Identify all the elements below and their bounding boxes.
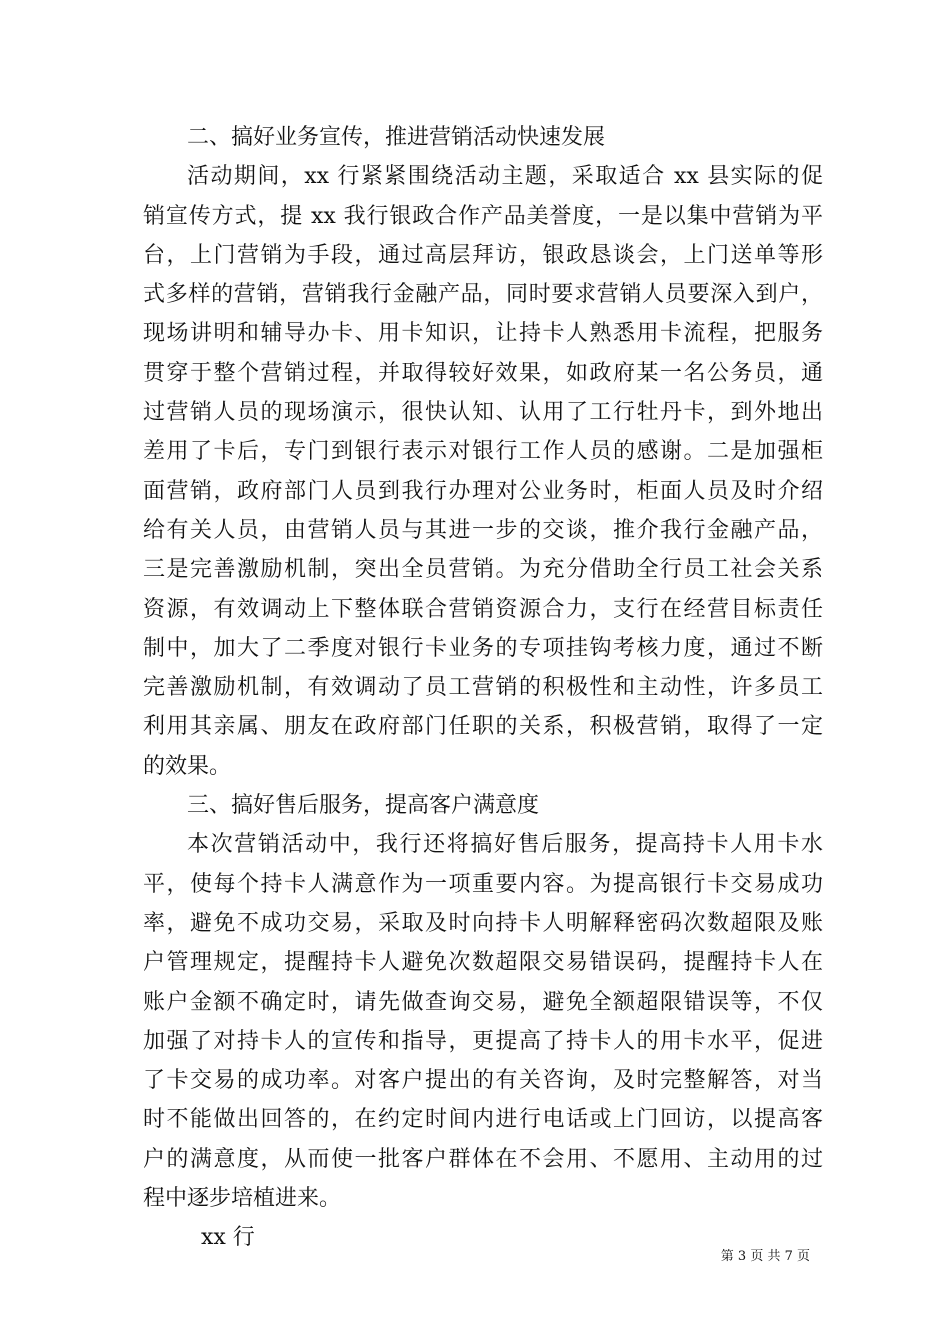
signature: xx 行: [201, 1225, 255, 1251]
paragraph-line: 加强了对持卡人的宣传和指导，更提高了持卡人的用卡水平，促进: [143, 1028, 823, 1054]
paragraph-line: 给有关人员，由营销人员与其进一步的交谈，推介我行金融产品，: [143, 517, 823, 543]
paragraph-line: 的效果。: [143, 753, 232, 779]
paragraph-line: 现场讲明和辅导办卡、用卡知识，让持卡人熟悉用卡流程，把服务: [143, 321, 823, 347]
paragraph-line: 式多样的营销，营销我行金融产品，同时要求营销人员要深入到户，: [143, 282, 823, 308]
paragraph-line: 平，使每个持卡人满意作为一项重要内容。为提高银行卡交易成功: [143, 871, 823, 897]
paragraph-line: 本次营销活动中，我行还将搞好售后服务，提高持卡人用卡水: [187, 832, 823, 858]
paragraph-line: 活动期间，xx 行紧紧围绕活动主题，采取适合 xx 县实际的促: [187, 164, 823, 190]
paragraph-line: 账户金额不确定时，请先做查询交易，避免全额超限错误等，不仅: [143, 989, 823, 1015]
paragraph-line: 时不能做出回答的，在约定时间内进行电话或上门回访，以提高客: [143, 1107, 823, 1133]
paragraph-line: 了卡交易的成功率。对客户提出的有关咨询，及时完整解答，对当: [143, 1068, 823, 1094]
paragraph-line: 贯穿于整个营销过程，并取得较好效果，如政府某一名公务员，通: [143, 360, 823, 386]
paragraph-line: 程中逐步培植进来。: [143, 1186, 342, 1212]
paragraph-line: 面营销，政府部门人员到我行办理对公业务时，柜面人员及时介绍: [143, 478, 823, 504]
paragraph-line: 户的满意度，从而使一批客户群体在不会用、不愿用、主动用的过: [143, 1146, 823, 1172]
paragraph-line: 台，上门营销为手段，通过高层拜访，银政恳谈会，上门送单等形: [143, 242, 823, 268]
page-number: 第 3 页 共 7 页: [720, 1249, 810, 1264]
paragraph-line: 利用其亲属、朋友在政府部门任职的关系，积极营销，取得了一定: [143, 714, 823, 740]
paragraph-line: 销宣传方式，提 xx 我行银政合作产品美誉度，一是以集中营销为平: [143, 203, 823, 229]
section-heading: 二、搞好业务宣传，推进营销活动快速发展: [187, 125, 606, 150]
paragraph-line: 完善激励机制，有效调动了员工营销的积极性和主动性，许多员工: [143, 675, 823, 701]
paragraph-line: 率，避免不成功交易，采取及时向持卡人明解释密码次数超限及账: [143, 910, 823, 936]
document-body: [143, 118, 823, 1258]
section-heading: 三、搞好售后服务，提高客户满意度: [187, 793, 540, 819]
paragraph-line: 户管理规定，提醒持卡人避免次数超限交易错误码，提醒持卡人在: [143, 950, 823, 976]
paragraph-line: 差用了卡后，专门到银行表示对银行工作人员的感谢。二是加强柜: [143, 439, 823, 465]
paragraph-line: 制中，加大了二季度对银行卡业务的专项挂钩考核力度，通过不断: [143, 635, 823, 661]
paragraph-line: 三是完善激励机制，突出全员营销。为充分借助全行员工社会关系: [143, 557, 823, 583]
paragraph-line: 过营销人员的现场演示，很快认知、认用了工行牡丹卡，到外地出: [143, 400, 823, 426]
paragraph-line: 资源，有效调动上下整体联合营销资源合力，支行在经营目标责任: [143, 596, 823, 622]
